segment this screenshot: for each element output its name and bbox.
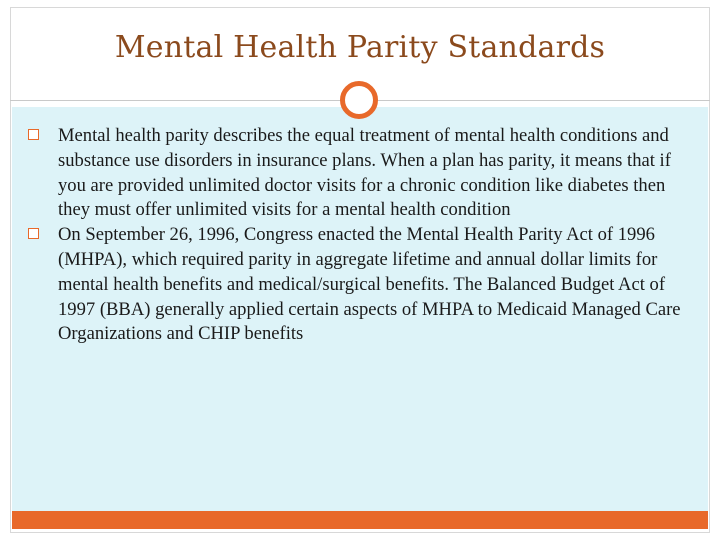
square-bullet-icon xyxy=(28,129,39,140)
bullet-text: Mental health parity describes the equal treatment of mental health conditions and substance use disorders in insurance plans. When a plan has parity, it means that if you are provided unlimited doctor visits for a chronic condition like diabetes then they must offer unlimited visits for a mental health condition xyxy=(58,125,671,221)
bottom-accent-bar xyxy=(12,511,708,529)
bullet-text: On September 26, 1996, Congress enacted the Mental Health Parity Act of 1996 (MHPA), which required parity in aggregate lifetime and annual dollar limits for mental health benefits and medical/surgical benefits. The Balanced Budget Act of 1997 (BBA) generally applied certain aspects of MHPA to Medicaid Managed Care Organizations and CHIP benefits xyxy=(58,224,681,345)
slide-title: Mental Health Parity Standards xyxy=(114,30,606,65)
circle-ornament-icon xyxy=(340,81,378,119)
square-bullet-icon xyxy=(28,228,39,239)
bullet-item xyxy=(28,223,698,347)
bullet-list xyxy=(28,124,698,347)
bullet-item xyxy=(28,124,698,223)
